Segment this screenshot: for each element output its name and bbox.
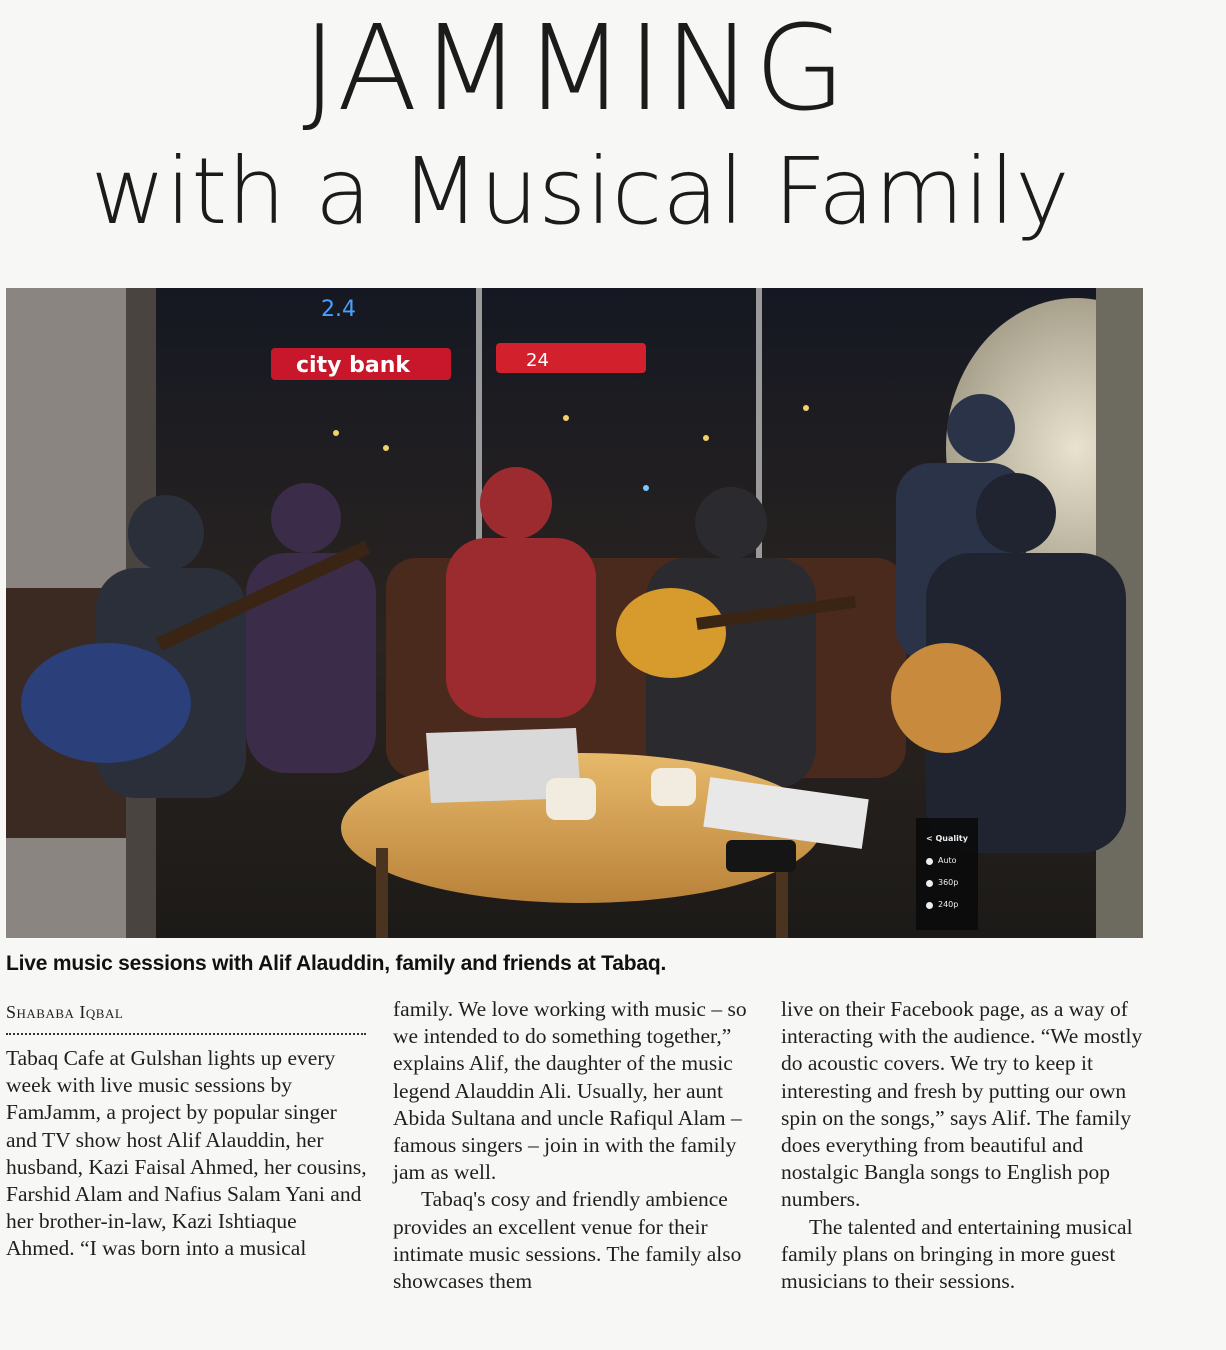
sign-bank: city bank: [296, 353, 410, 378]
byline-divider: [6, 1033, 366, 1035]
article-photo: [6, 288, 1143, 938]
headline-subtitle: with a Musical Family: [90, 138, 1070, 245]
quality-option-360p[interactable]: 360p: [938, 878, 958, 887]
photo-caption: Live music sessions with Alif Alauddin, family and friends at Tabaq.: [6, 952, 667, 975]
article-paragraph: live on their Facebook page, as a way of interacting with the audience. “We mostly do acoustic covers. We try to keep it interesting and fresh by putting our own spin on the songs,” says Alif. The family does everything from beautiful and nostalgic Bangla songs to English pop numbers.: [781, 997, 1143, 1212]
quality-option-auto[interactable]: Auto: [938, 856, 957, 865]
article-paragraph: Tabaq Cafe at Gulshan lights up every week with live music sessions by FamJamm, a project by popular singer and TV show host Alif Alauddin, her husband, Kazi Faisal Ahmed, her cousins, Farshid Alam and Nafius Salam Yani and her brother-in-law, Kazi Ishtiaque Ahmed. “I was born into a musical: [6, 1046, 367, 1261]
sign-shop: 24: [526, 350, 549, 371]
sign-top: 2.4: [321, 297, 356, 322]
video-quality-menu[interactable]: [916, 818, 978, 930]
article-paragraph: family. We love working with music – so we intended to do something together,” explains Alif, the daughter of the music legend Alauddin Ali. Usually, her aunt Abida Sultana and uncle Rafiqul Alam – famous singers – join in with the family jam as well.: [393, 997, 747, 1185]
article-paragraph: The talented and entertaining musical family plans on bringing in more guest musicians to their sessions.: [781, 1214, 1133, 1294]
article-column-1: [6, 996, 368, 1263]
quality-option-240p[interactable]: 240p: [938, 900, 958, 909]
article-column-2: [393, 996, 755, 1295]
headline-title: JAMMING: [302, 0, 848, 137]
byline: Shababa Iqbal: [6, 1002, 124, 1022]
quality-title: < Quality: [926, 834, 968, 843]
article-column-3: [781, 996, 1143, 1295]
article-paragraph: Tabaq's cosy and friendly ambience provides an excellent venue for their intimate music sessions. The family also showcases them: [393, 1187, 742, 1294]
